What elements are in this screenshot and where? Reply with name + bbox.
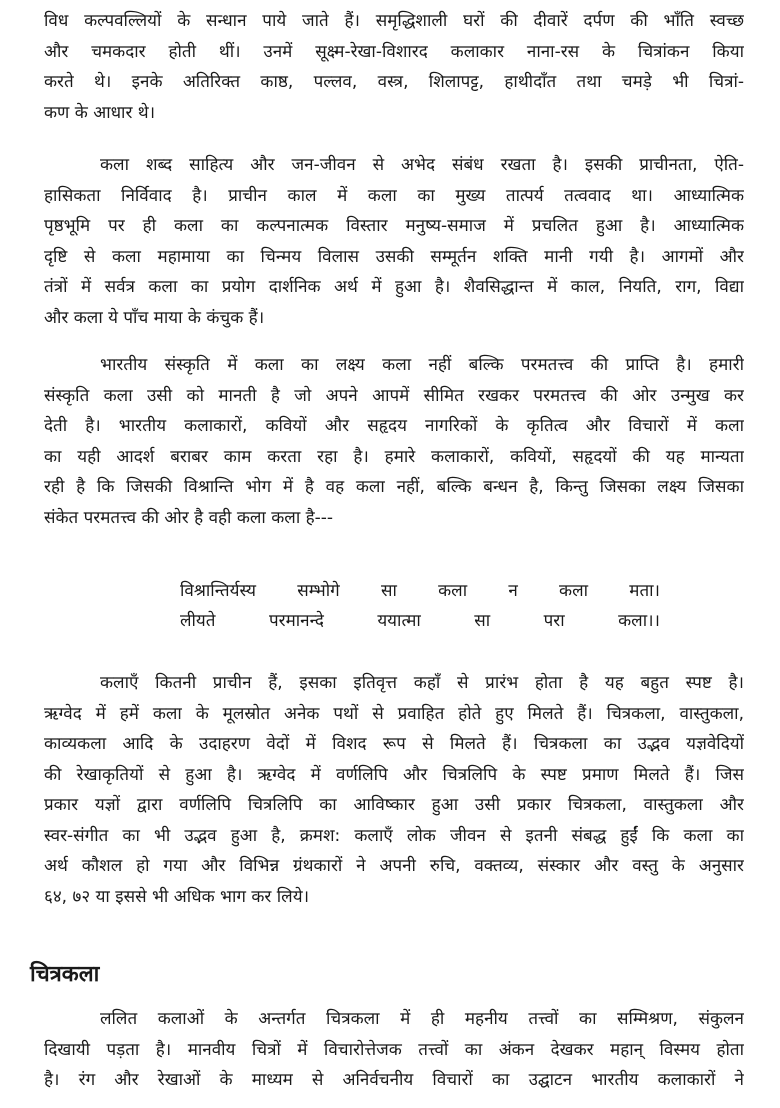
verse-line: विश्रान्तिर्यस्य सम्भोगे सा कला न कला मता। <box>180 581 660 601</box>
text-line: कला शब्द साहित्य और जन-जीवन से अभेद संबंध रखता है। इसकी प्राचीनता, ऐति- <box>100 155 744 175</box>
text-line: हासिकता निर्विवाद है। प्राचीन काल में कला का मुख्य तात्पर्य तत्ववाद था। आध्यात्मिक <box>44 185 744 206</box>
paragraph-3 <box>44 350 744 533</box>
text-line: ६४, ७२ या इससे भी अधिक भाग कर लिये। <box>44 886 310 907</box>
text-line: विध कल्पवल्लियों के सन्धान पाये जाते हैं। समृद्धिशाली घरों की दीवारें दर्पण की भाँति स्वच्छ <box>44 11 744 31</box>
text-line: संकेत परमतत्त्व की ओर है वही कला कला है--- <box>44 507 334 528</box>
text-line: कण के आधार थे। <box>44 102 156 123</box>
text-line: और कला ये पाँच माया के कंचुक हैं। <box>44 307 265 328</box>
text-line: ललित कलाओं के अन्तर्गत चित्रकला में ही महनीय तत्त्वों का सम्मिश्रण, संकुलन <box>100 1009 744 1029</box>
text-line: करते थे। इनके अतिरिक्त काष्ठ, पल्लव, वस्त्र, शिलापट्ट, हाथीदाँत तथा चमड़े भी चित्रां- <box>44 72 744 92</box>
text-line: संस्कृति कला उसी को मानती है जो अपने आपमें सीमित रखकर परमतत्त्व की ओर उन्मुख कर <box>44 385 744 406</box>
text-line: दिखायी पड़ता है। मानवीय चित्रों में विचारोत्तेजक तत्त्वों का अंकन देखकर महान् विस्मय होता <box>44 1039 744 1060</box>
text-line: पृष्ठभूमि पर ही कला का कल्पनात्मक विस्तार मनुष्य-समाज में प्रचलित हुआ है। आध्यात्मिक <box>44 216 744 236</box>
text-line: की रेखाकृतियों से हुआ है। ऋग्वेद में वर्णलिपि और चित्रलिपि के स्पष्ट प्रमाण मिलते हैं। जिस <box>44 764 744 785</box>
text-line: काव्यकला आदि के उदाहरण वेदों में विशद रूप से मिलते हैं। चित्रकला का उद्भव यज्ञवेदियों <box>44 734 744 754</box>
text-line: देती है। भारतीय कलाकारों, कवियों और सहृदय नागरिकों के कृतित्व और विचारों में कला <box>44 416 744 436</box>
text-line: स्वर-संगीत का भी उद्भव हुआ है, क्रमश: कलाएँ लोक जीवन से इतनी संबद्ध हुईं कि कला का <box>44 825 744 846</box>
text-line: अर्थ कौशल हो गया और विभिन्न ग्रंथकारों ने अपनी रुचि, वक्तव्य, संस्कार और वस्तु के अनुसार <box>44 856 744 876</box>
paragraph-1 <box>44 6 744 128</box>
text-line: भारतीय संस्कृति में कला का लक्ष्य कला नहीं बल्कि परमतत्त्व की प्राप्ति है। हमारी <box>100 355 744 375</box>
text-line: तंत्रों में सर्वत्र कला का प्रयोग दार्शनिक अर्थ में हुआ है। शैवसिद्धान्त में काल, नियति, राग, विद्या <box>44 277 744 297</box>
verse-line: लीयते परमानन्दे ययात्मा सा परा कला।। <box>180 611 660 631</box>
text-line: ऋग्वेद में हमें कला के मूलस्रोत अनेक पथों से प्रवाहित होते हुए मिलते हैं। चित्रकला, वास्तुकला, <box>44 703 744 724</box>
text-line: और चमकदार होती थीं। उनमें सूक्ष्म-रेखा-विशारद कलाकार नाना-रस के चित्रांकन किया <box>44 41 744 62</box>
paragraph-5 <box>44 1004 744 1096</box>
paragraph-4 <box>44 668 744 912</box>
text-line: रही है कि जिसकी विश्रान्ति भोग में है वह कला नहीं, बल्कि बन्धन है, किन्तु जिसका लक्ष्य जिसका <box>44 477 744 497</box>
text-line: है। रंग और रेखाओं के माध्यम से अनिर्वचनीय विचारों का उद्घाटन भारतीय कलाकारों ने <box>44 1070 744 1090</box>
text-line: का यही आदर्श बराबर काम करता रहा है। हमारे कलाकारों, कवियों, सहृदयों की यह मान्यता <box>44 446 744 467</box>
sanskrit-verse <box>180 576 660 636</box>
section-heading: चित्रकला <box>30 962 100 987</box>
text-line: प्रकार यज्ञों द्वारा वर्णलिपि चित्रलिपि का आविष्कार हुआ उसी प्रकार चित्रकला, वास्तुकला और <box>44 795 744 815</box>
paragraph-2 <box>44 150 744 333</box>
text-line: कलाएँ कितनी प्राचीन हैं, इसका इतिवृत्त कहाँ से प्रारंभ होता है यह बहुत स्पष्ट है। <box>100 673 744 693</box>
text-line: दृष्टि से कला महामाया का चिन्मय विलास उसकी सम्मूर्तन शक्ति मानी गयी है। आगमों और <box>44 246 744 267</box>
